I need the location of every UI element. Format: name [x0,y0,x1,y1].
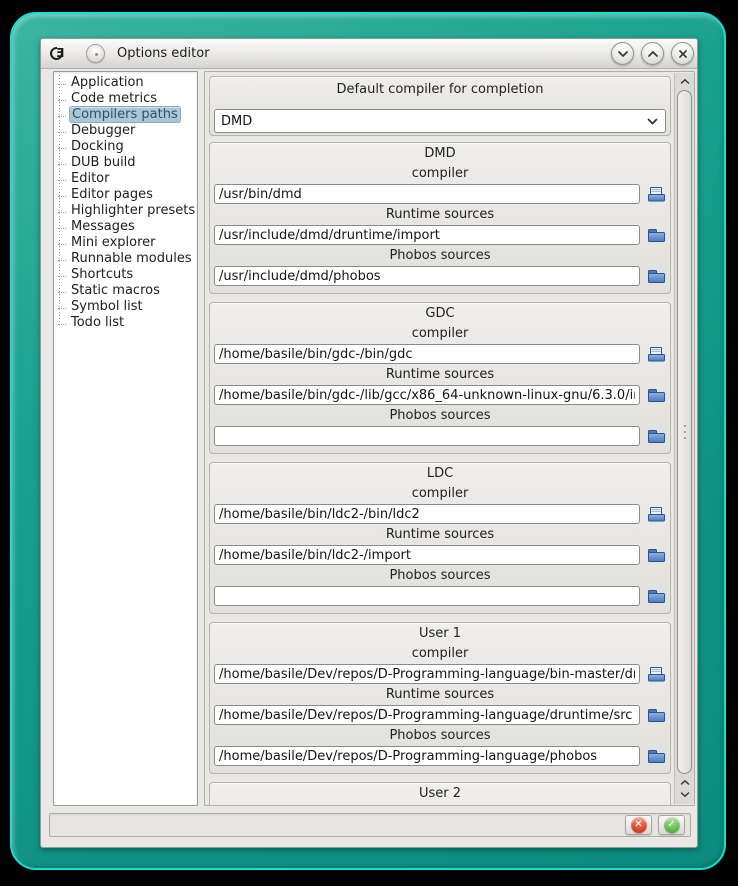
sidebar-item-static-macros[interactable]: Static macros [58,283,197,299]
sidebar-item-todo-list[interactable]: Todo list [58,315,197,331]
folder-icon[interactable] [647,748,666,765]
category-tree [58,75,197,331]
folder-icon[interactable] [647,428,666,445]
chevron-down-icon [646,117,659,126]
ldc-compiler-input[interactable] [214,504,640,524]
sidebar-item-messages[interactable]: Messages [58,219,197,235]
close-icon [678,49,688,59]
sidebar-item-docking[interactable]: Docking [58,139,197,155]
folder-icon[interactable] [647,588,666,605]
field-label: compiler [411,166,469,181]
open-file-icon[interactable] [647,346,666,363]
user1-phobos-sources-input[interactable] [214,746,640,766]
compilers-paths-panel [204,71,695,806]
group-title: User 1 [418,626,462,641]
window-title: Options editor [117,46,210,61]
chevron-down-icon [617,50,629,58]
shade-button[interactable] [611,42,634,65]
sidebar-item-dub-build[interactable]: DUB build [58,155,197,171]
sidebar-item-compilers-paths[interactable]: Compilers paths [58,107,197,123]
group-title: GDC [425,306,455,321]
folder-icon[interactable] [647,268,666,285]
ldc-phobos-sources-input[interactable] [214,586,640,606]
chevron-up-icon [680,779,690,786]
field-label: Runtime sources [385,527,495,542]
field-label: compiler [411,486,469,501]
unshade-button[interactable] [641,42,664,65]
field-label: Phobos sources [389,248,491,263]
group-title: LDC [426,466,454,481]
ldc-group [209,462,671,614]
sidebar-item-code-metrics[interactable]: Code metrics [58,91,197,107]
user2-group [209,782,671,806]
folder-icon[interactable] [647,547,666,564]
folder-icon[interactable] [647,227,666,244]
cancel-button[interactable] [625,815,652,835]
scroll-down-button[interactable] [675,788,695,801]
accept-button[interactable] [658,815,685,835]
titlebar[interactable] [41,39,697,69]
gdc-phobos-sources-input[interactable] [214,426,640,446]
cancel-icon: ✕ [631,817,647,833]
folder-icon[interactable] [647,387,666,404]
user1-group [209,622,671,774]
combo-value: DMD [221,113,253,129]
field-label: Runtime sources [385,207,495,222]
dmd-group [209,142,671,294]
gdc-runtime-sources-input[interactable] [214,385,640,405]
coedit-logo-icon: Ǝ [50,45,70,63]
statusbar [49,813,691,837]
user1-compiler-input[interactable] [214,664,640,684]
field-label: Phobos sources [389,728,491,743]
folder-icon[interactable] [647,707,666,724]
sidebar-item-editor-pages[interactable]: Editor pages [58,187,197,203]
ldc-runtime-sources-input[interactable] [214,545,640,565]
dmd-runtime-sources-input[interactable] [214,225,640,245]
field-label: compiler [411,326,469,341]
category-sidebar [53,71,198,806]
chevron-up-icon [647,50,659,58]
sidebar-item-application[interactable]: Application [58,75,197,91]
sidebar-item-shortcuts[interactable]: Shortcuts [58,267,197,283]
accept-icon: ✓ [664,817,680,833]
sidebar-item-runnable-modules[interactable]: Runnable modules [58,251,197,267]
sidebar-item-mini-explorer[interactable]: Mini explorer [58,235,197,251]
field-label: Runtime sources [385,367,495,382]
group-title: Default compiler for completion [336,82,544,97]
open-file-icon[interactable] [647,506,666,523]
close-button[interactable] [671,42,694,65]
scroll-up-button[interactable] [675,75,695,88]
vertical-scrollbar[interactable] [674,73,694,804]
default-compiler-group [209,76,671,136]
field-label: Phobos sources [389,568,491,583]
default-compiler-select[interactable] [214,109,666,133]
gdc-compiler-input[interactable] [214,344,640,364]
user1-runtime-sources-input[interactable] [214,705,640,725]
dmd-phobos-sources-input[interactable] [214,266,640,286]
gdc-group [209,302,671,454]
window-menu-icon[interactable] [86,44,105,63]
sidebar-item-symbol-list[interactable]: Symbol list [58,299,197,315]
field-label: Runtime sources [385,687,495,702]
chevron-up-icon [680,78,690,85]
sidebar-item-editor[interactable]: Editor [58,171,197,187]
group-title: DMD [424,146,456,161]
options-editor-dialog [40,38,698,848]
dmd-compiler-input[interactable] [214,184,640,204]
field-label: compiler [411,646,469,661]
sidebar-item-highlighter-presets[interactable]: Highlighter presets [58,203,197,219]
sidebar-item-debugger[interactable]: Debugger [58,123,197,139]
thumb-grip-icon [684,425,686,427]
window-frame [10,12,726,870]
open-file-icon[interactable] [647,186,666,203]
open-file-icon[interactable] [647,666,666,683]
scrollbar-thumb[interactable] [677,90,692,774]
chevron-down-icon [680,791,690,798]
group-title: User 2 [418,786,462,801]
field-label: Phobos sources [389,408,491,423]
